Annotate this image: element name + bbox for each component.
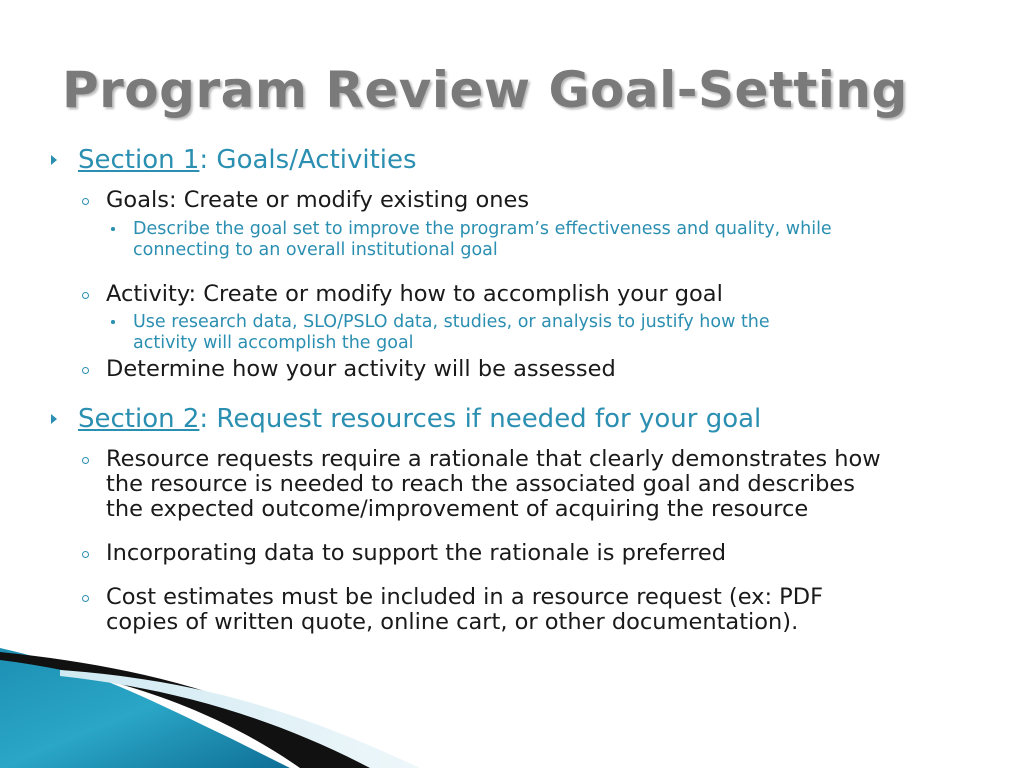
- section-1-link[interactable]: Section 1: [78, 145, 200, 175]
- section-2-heading: : Request resources if needed for your goal: [199, 404, 762, 434]
- resource-requests-bullet: [106, 447, 881, 522]
- dot-bullet-icon: [111, 227, 115, 231]
- goals-description-line: Describe the goal set to improve the program’s effectiveness and quality, while: [133, 219, 832, 239]
- triangle-bullet-icon: [51, 414, 57, 424]
- circle-bullet-icon: [82, 551, 89, 558]
- incorporating-text: Incorporating data to support the rationale is preferred: [106, 540, 727, 566]
- section-2-link[interactable]: Section 2: [78, 404, 200, 434]
- resource-requests-line: the resource is needed to reach the associated goal and describes: [106, 471, 855, 497]
- goals-bullet: [106, 188, 529, 213]
- activity-bullet: [106, 282, 723, 307]
- circle-bullet-icon: [82, 457, 89, 464]
- section-1-bullet: [78, 144, 417, 176]
- goals-description-bullet: [133, 219, 832, 261]
- resource-requests-line: the expected outcome/improvement of acquiring the resource: [106, 496, 809, 522]
- cost-estimates-line: Cost estimates must be included in a resource request (ex: PDF: [106, 584, 824, 610]
- activity-description-bullet: [133, 312, 770, 354]
- circle-bullet-icon: [82, 595, 89, 602]
- incorporating-bullet: [106, 541, 726, 566]
- goals-description-line: connecting to an overall institutional goal: [133, 240, 498, 260]
- determine-text: Determine how your activity will be assessed: [106, 356, 616, 382]
- circle-bullet-icon: [82, 198, 89, 205]
- section-1-heading: : Goals/Activities: [199, 145, 417, 175]
- resource-requests-line: Resource requests require a rationale that clearly demonstrates how: [106, 446, 881, 472]
- activity-description-line: activity will accomplish the goal: [133, 333, 414, 353]
- activity-text: Activity: Create or modify how to accomplish your goal: [106, 281, 723, 307]
- cost-estimates-bullet: [106, 585, 823, 635]
- circle-bullet-icon: [82, 292, 89, 299]
- goals-text: Goals: Create or modify existing ones: [106, 187, 530, 213]
- cost-estimates-line: copies of written quote, online cart, or other documentation).: [106, 609, 799, 635]
- dot-bullet-icon: [111, 320, 115, 324]
- triangle-bullet-icon: [51, 155, 57, 165]
- determine-bullet: [106, 357, 616, 382]
- circle-bullet-icon: [82, 367, 89, 374]
- section-2-bullet: [78, 403, 761, 435]
- activity-description-line: Use research data, SLO/PSLO data, studies, or analysis to justify how the: [133, 312, 770, 332]
- slide-title: Program Review Goal-Setting: [62, 61, 908, 119]
